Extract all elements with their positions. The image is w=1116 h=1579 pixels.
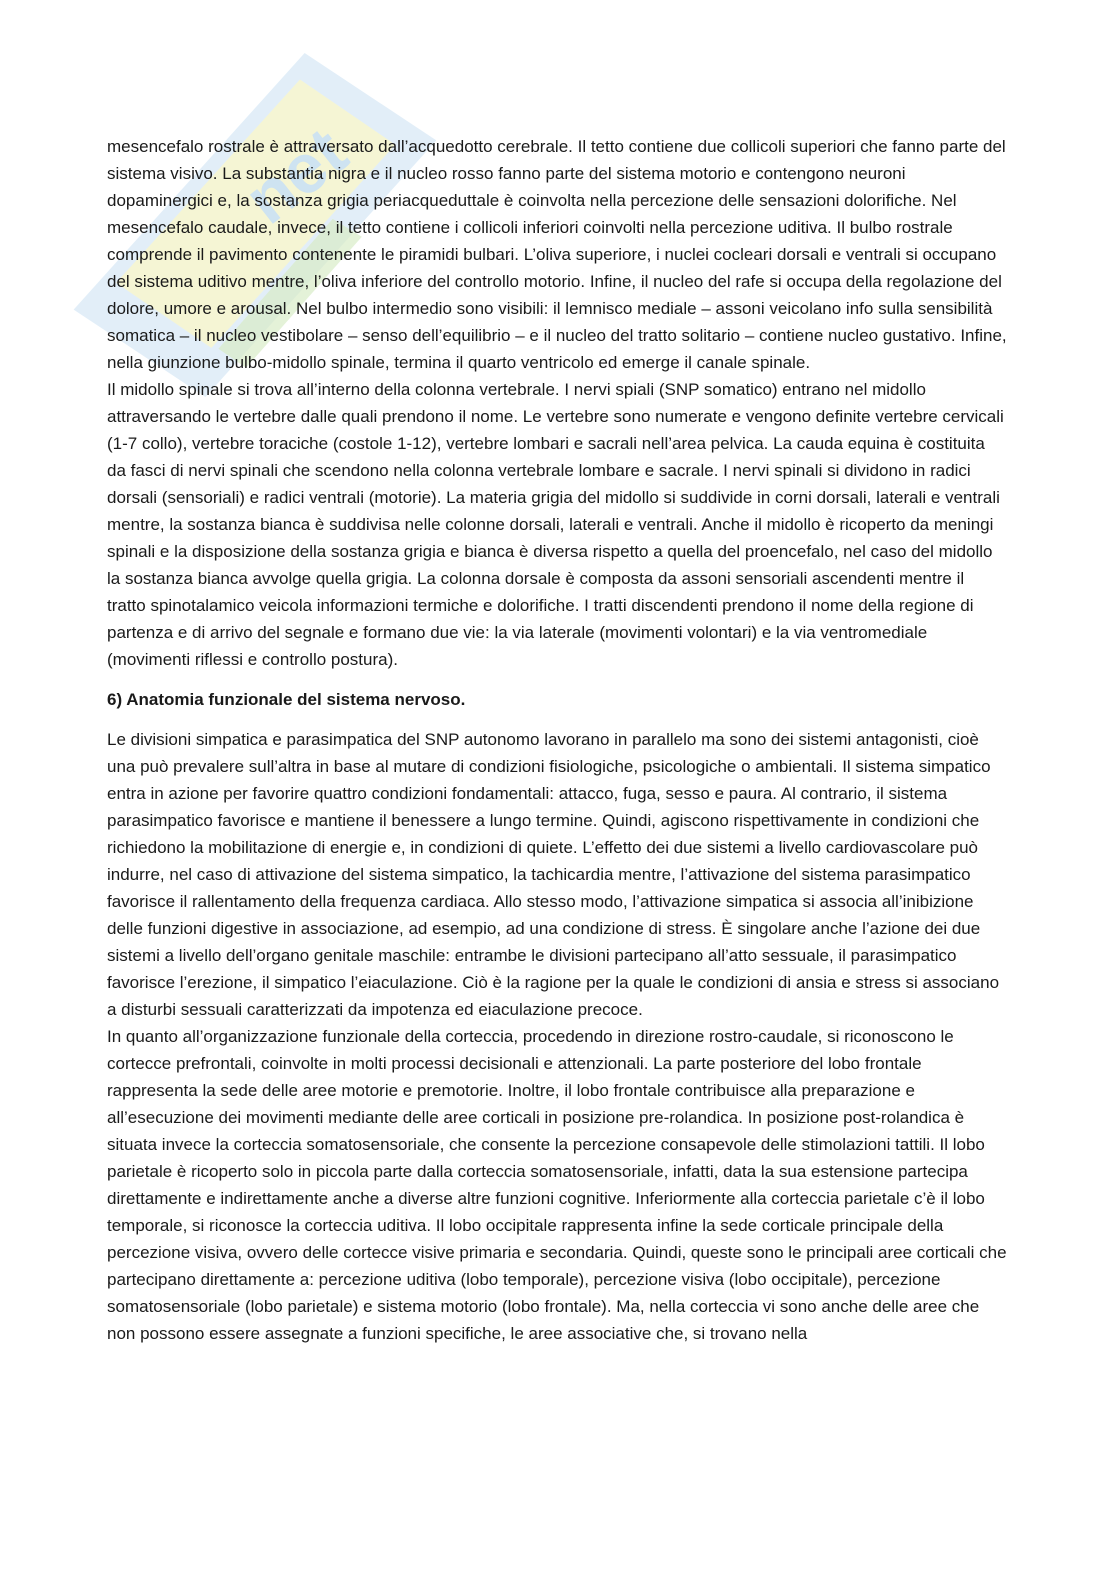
document-body (107, 133, 1007, 1347)
paragraph-corteccia: In quanto all’organizzazione funzionale della corteccia, procedendo in direzione rostro-caudale, si riconoscono le cortecce prefrontali, coinvolte in molti processi decisionali e attenzionali. La parte posteriore del lobo frontale rappresenta la sede delle aree motorie e premotorie. Inoltre, il lobo frontale contribuisce alla preparazione e all’esecuzione dei movimenti mediante delle aree corticali in posizione pre-rolandica. In posizione post-rolandica è situata invece la corteccia somatosensoriale, che consente la percezione consapevole delle stimolazioni tattili. Il lobo parietale è ricoperto solo in piccola parte dalla corteccia somatosensoriale, infatti, data la sua estensione partecipa direttamente e indirettamente anche a diverse altre funzioni cognitive. Inferiormente alla corteccia parietale c’è il lobo temporale, si riconosce la corteccia uditiva. Il lobo occipitale rappresenta infine la sede corticale principale della percezione visiva, ovvero delle cortecce visive primaria e secondaria. Quindi, queste sono le principali aree corticali che partecipano direttamente a: percezione uditiva (lobo temporale), percezione visiva (lobo occipitale), percezione somatosensoriale (lobo parietale) e sistema motorio (lobo frontale). Ma, nella corteccia vi sono anche delle aree che non possono essere assegnate a funzioni specifiche, le aree associative che, si trovano nella (107, 1027, 1007, 1343)
paragraph-snp-autonomo: Le divisioni simpatica e parasimpatica del SNP autonomo lavorano in parallelo ma sono dei sistemi antagonisti, cioè una può prevalere sull’altra in base al mutare di condizioni fisiologiche, psicologiche o ambientali. Il sistema simpatico entra in azione per favorire quattro condizioni fondamentali: attacco, fuga, sesso e paura. Al contrario, il sistema parasimpatico favorisce e mantiene il benessere a lungo termine. Quindi, agiscono rispettivamente in condizioni che richiedono la mobilitazione di energie e, in condizioni di quiete. L’effetto dei due sistemi a livello cardiovascolare può indurre, nel caso di attivazione del sistema simpatico, la tachicardia mentre, l’attivazione del sistema parasimpatico favorisce il rallentamento della frequenza cardiaca. Allo stesso modo, l’attivazione simpatica si associa all’inibizione delle funzioni digestive in associazione, ad esempio, ad una condizione di stress. È singolare anche l’azione dei due sistemi a livello dell’organo genitale maschile: entrambe le divisioni partecipano all’atto sessuale, il parasimpatico favorisce l’erezione, il simpatico l’eiaculazione. Ciò è la ragione per la quale le condizioni di ansia e stress si associano a disturbi sessuali caratterizzati da impotenza ed eiaculazione precoce. (107, 730, 1000, 1019)
section-heading: 6) Anatomia funzionale del sistema nervoso. (107, 690, 466, 709)
paragraph-midollo-spinale: Il midollo spinale si trova all’interno della colonna vertebrale. I nervi spiali (SNP somatico) entrano nel midollo attraversando le vertebre dalle quali prendono il nome. Le vertebre sono numerate e vengono definite vertebre cervicali (1-7 collo), vertebre toraciche (costole 1-12), vertebre lombari e sacrali nell’area pelvica. La cauda equina è costituita da fasci di nervi spinali che scendono nella colonna vertebrale lombare e sacrale. I nervi spinali si dividono in radici dorsali (sensoriali) e radici ventrali (motorie). La materia grigia del midollo si suddivide in corni dorsali, laterali e ventrali mentre, la sostanza bianca è suddivisa nelle colonne dorsali, laterali e ventrali. Anche il midollo è ricoperto da meningi spinali e la disposizione della sostanza grigia e bianca è diversa rispetto a quella del proencefalo, nel caso del midollo la sostanza bianca avvolge quella grigia. La colonna dorsale è composta da assoni sensoriali ascendenti mentre il tratto spinotalamico veicola informazioni termiche e dolorifiche. I tratti discendenti prendono il nome della regione di partenza e di arrivo del segnale e formano due vie: la via laterale (movimenti volontari) e la via ventromediale (movimenti riflessi e controllo postura). (107, 380, 1004, 669)
watermark-text: net (230, 112, 362, 239)
paragraph-mesencefalo: mesencefalo rostrale è attraversato dall’acquedotto cerebrale. Il tetto contiene due collicoli superiori che fanno parte del sistema visivo. La substantia nigra e il nucleo rosso fanno parte del sistema motorio e contengono neuroni dopaminergici e, la sostanza grigia periacqueduttale è coinvolta nella percezione delle sensazioni dolorifiche. Nel mesencefalo caudale, invece, il tetto contiene i collicoli inferiori coinvolti nella percezione uditiva. Il bulbo rostrale comprende il pavimento contenente le piramidi bulbari. L’oliva superiore, i nuclei cocleari dorsali e ventrali si occupano del sistema uditivo mentre, l’oliva inferiore del controllo motorio. Infine, il nucleo del rafe si occupa della regolazione del dolore, umore e arousal. Nel bulbo intermedio sono visibili: il lemnisco mediale – assoni veicolano info sulla sensibilità somatica – il nucleo vestibolare – senso dell’equilibrio – e il nucleo del tratto solitario – contiene nucleo gustativo. Infine, nella giunzione bulbo-midollo spinale, termina il quarto ventricolo ed emerge il canale spinale. (107, 137, 1007, 372)
